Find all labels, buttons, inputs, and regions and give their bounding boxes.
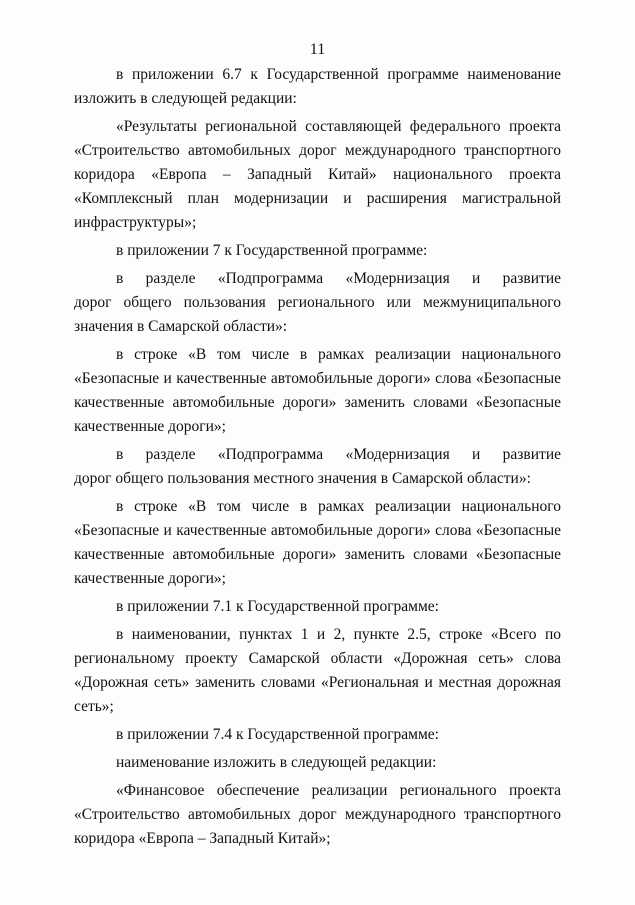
paragraph	[74, 779, 561, 851]
page-number: 11	[309, 41, 326, 58]
text-line: в строке «В том числе в рамках реализации национального	[116, 346, 561, 363]
text-line: качественные автомобильные дороги» заменить словами «Безопасные	[74, 546, 561, 563]
text-line: в приложении 6.7 к Государственной программе наименование	[116, 66, 561, 83]
text-line: «Результаты региональной составляющей федерального проекта	[116, 118, 561, 135]
text-line: в разделе «Подпрограмма «Модернизация и развитие	[116, 446, 561, 463]
paragraph	[74, 115, 561, 235]
text-line: инфраструктуры»;	[74, 214, 197, 231]
text-line: дорог общего пользования местного значения в Самарской области»:	[74, 470, 531, 487]
paragraph	[74, 239, 561, 263]
text-line: «Безопасные и качественные автомобильные дороги» слова «Безопасные	[74, 522, 561, 539]
paragraph	[74, 63, 561, 111]
text-line: качественные дороги»;	[74, 418, 226, 435]
paragraph	[74, 595, 561, 619]
text-line: в строке «В том числе в рамках реализации национального	[116, 498, 561, 515]
text-line: коридора «Европа – Западный Китай»;	[74, 830, 331, 847]
text-line: «Финансовое обеспечение реализации регионального проекта	[116, 782, 561, 799]
text-line: в наименовании, пунктах 1 и 2, пункте 2.5, строке «Всего по	[116, 626, 561, 643]
text-line: качественные автомобильные дороги» заменить словами «Безопасные	[74, 394, 561, 411]
text-line: значения в Самарской области»:	[74, 318, 288, 335]
text-line: коридора «Европа – Западный Китай» национального проекта	[74, 166, 561, 183]
text-line: в приложении 7 к Государственной программе:	[116, 242, 428, 259]
paragraph	[74, 723, 561, 747]
paragraph	[74, 443, 561, 491]
text-line: изложить в следующей редакции:	[74, 90, 297, 107]
paragraph	[74, 495, 561, 591]
text-line: в приложении 7.4 к Государственной программе:	[116, 726, 439, 743]
text-line: дорог общего пользования регионального или межмуниципального	[74, 294, 561, 311]
text-line: качественные дороги»;	[74, 570, 226, 587]
text-line: региональному проекту Самарской области «Дорожная сеть» слова	[74, 650, 561, 667]
text-line: «Комплексный план модернизации и расширения магистральной	[74, 190, 561, 207]
text-line: «Строительство автомобильных дорог международного транспортного	[74, 142, 561, 159]
text-line: сеть»;	[74, 698, 114, 715]
text-line: наименование изложить в следующей редакции:	[116, 754, 437, 771]
text-line: в разделе «Подпрограмма «Модернизация и развитие	[116, 270, 561, 287]
document-body	[74, 63, 561, 851]
text-line: «Дорожная сеть» заменить словами «Региональная и местная дорожная	[74, 674, 561, 691]
paragraph	[74, 623, 561, 719]
text-line: «Безопасные и качественные автомобильные дороги» слова «Безопасные	[74, 370, 561, 387]
text-line: «Строительство автомобильных дорог международного транспортного	[74, 806, 561, 823]
paragraph	[74, 267, 561, 339]
text-line: в приложении 7.1 к Государственной программе:	[116, 598, 439, 615]
paragraph	[74, 751, 561, 775]
paragraph	[74, 343, 561, 439]
